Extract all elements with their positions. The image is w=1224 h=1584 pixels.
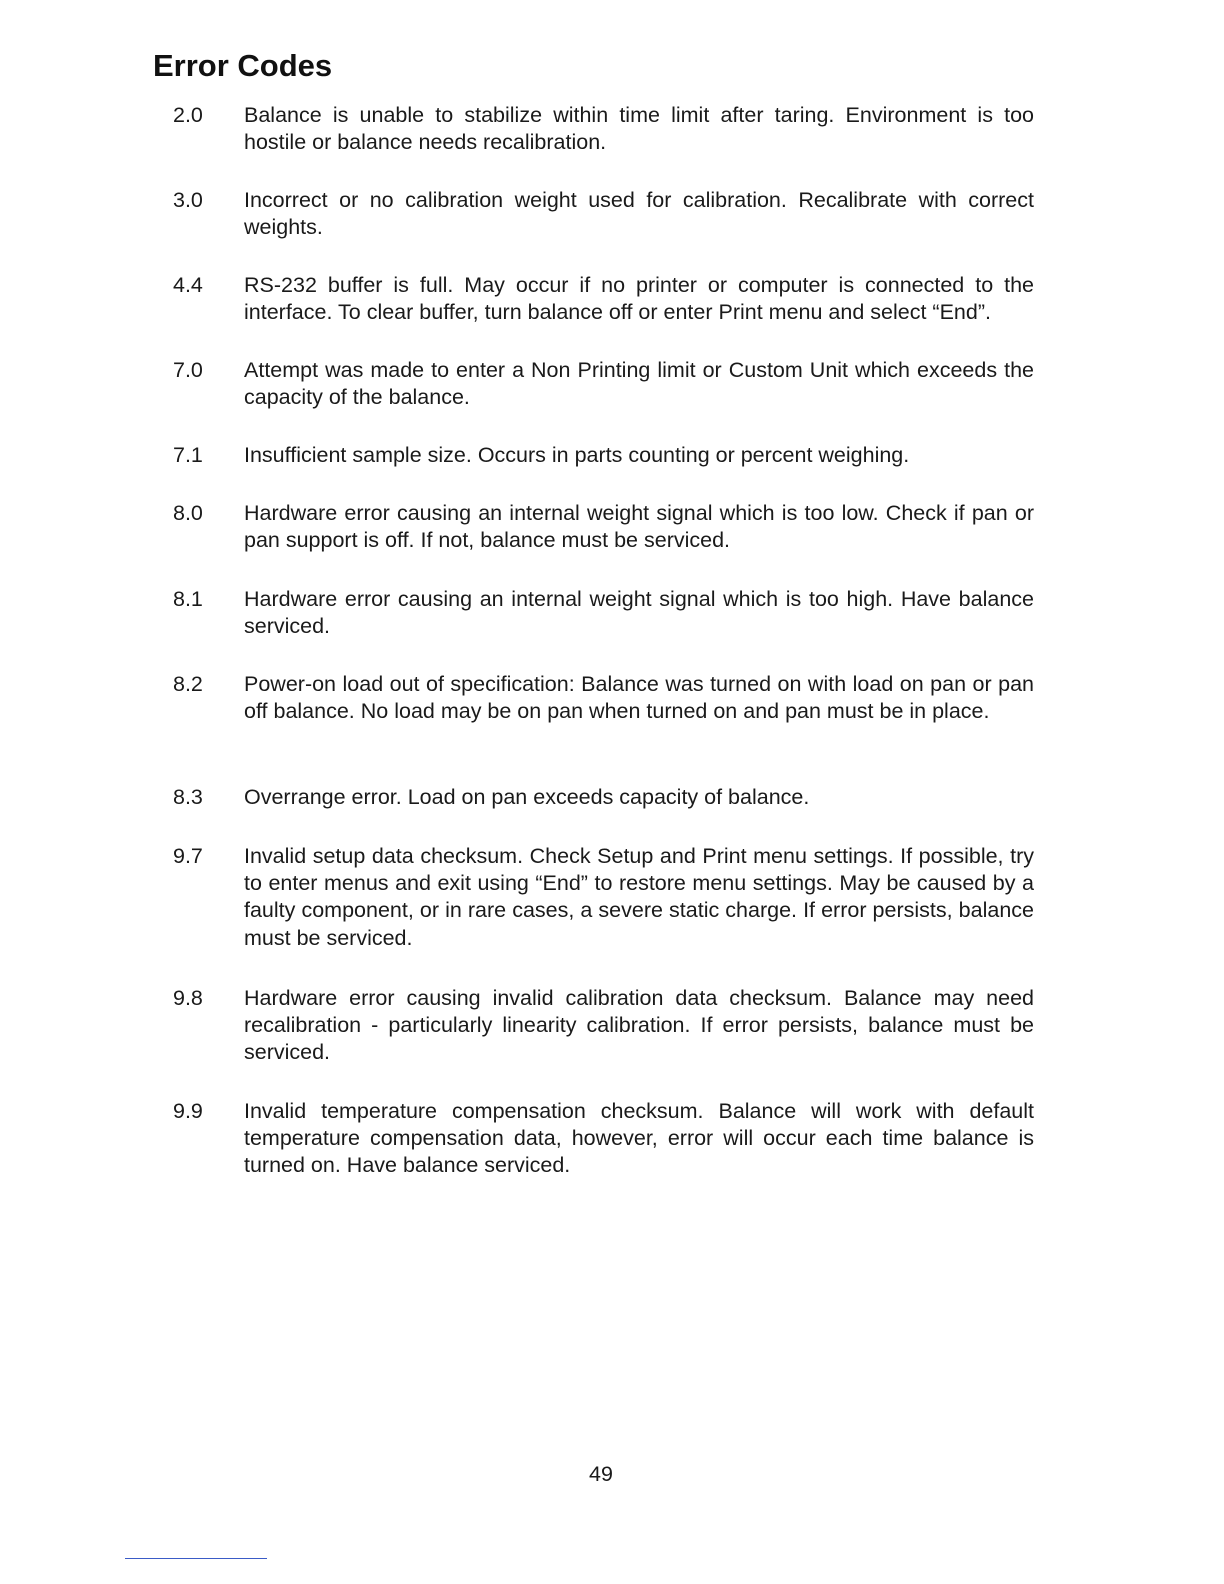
- page-number: 49: [589, 1462, 613, 1486]
- error-description: Balance is unable to stabilize within time limit after taring. Environment is too hostile or balance needs recalibration.: [244, 103, 1034, 155]
- error-description: Overrange error. Load on pan exceeds capacity of balance.: [244, 785, 810, 809]
- error-code: 4.4: [173, 273, 203, 297]
- error-description: Power-on load out of specification: Balance was turned on with load on pan or pan off balance. No load may be on pan when turned on and pan must be in place.: [244, 672, 1034, 724]
- error-code: 7.0: [173, 358, 203, 382]
- error-code: 8.2: [173, 672, 203, 696]
- error-code: 9.8: [173, 986, 203, 1010]
- error-description: Invalid temperature compensation checksum. Balance will work with default temperature compensation data, however, error will occur each time balance is turned on. Have balance serviced.: [244, 1099, 1034, 1178]
- error-code: 3.0: [173, 188, 203, 212]
- error-code: 2.0: [173, 103, 203, 127]
- error-description: Hardware error causing invalid calibration data checksum. Balance may need recalibration - particularly linearity calibration. If error persists, balance must be serviced.: [244, 986, 1034, 1065]
- page-title: Error Codes: [153, 48, 333, 83]
- error-description: Hardware error causing an internal weight signal which is too low. Check if pan or pan support is off. If not, balance must be serviced.: [244, 501, 1034, 553]
- error-description: RS-232 buffer is full. May occur if no printer or computer is connected to the interface. To clear buffer, turn balance off or enter Print menu and select “End”.: [244, 273, 1034, 325]
- error-code: 7.1: [173, 443, 203, 467]
- error-code: 8.1: [173, 587, 203, 611]
- footer-divider: [125, 1558, 267, 1559]
- error-description: Invalid setup data checksum. Check Setup and Print menu settings. If possible, try to enter menus and exit using “End” to restore menu settings. May be caused by a faulty component, or in rare cases, a severe static charge. If error persists, balance must be serviced.: [244, 844, 1034, 950]
- error-description: Attempt was made to enter a Non Printing limit or Custom Unit which exceeds the capacity of the balance.: [244, 358, 1034, 410]
- error-code: 9.7: [173, 844, 203, 868]
- error-description: Incorrect or no calibration weight used for calibration. Recalibrate with correct weights.: [244, 188, 1034, 240]
- error-code: 9.9: [173, 1099, 203, 1123]
- error-code: 8.0: [173, 501, 203, 525]
- error-description: Hardware error causing an internal weight signal which is too high. Have balance serviced.: [244, 587, 1034, 639]
- error-description: Insufficient sample size. Occurs in parts counting or percent weighing.: [244, 443, 910, 467]
- error-code: 8.3: [173, 785, 203, 809]
